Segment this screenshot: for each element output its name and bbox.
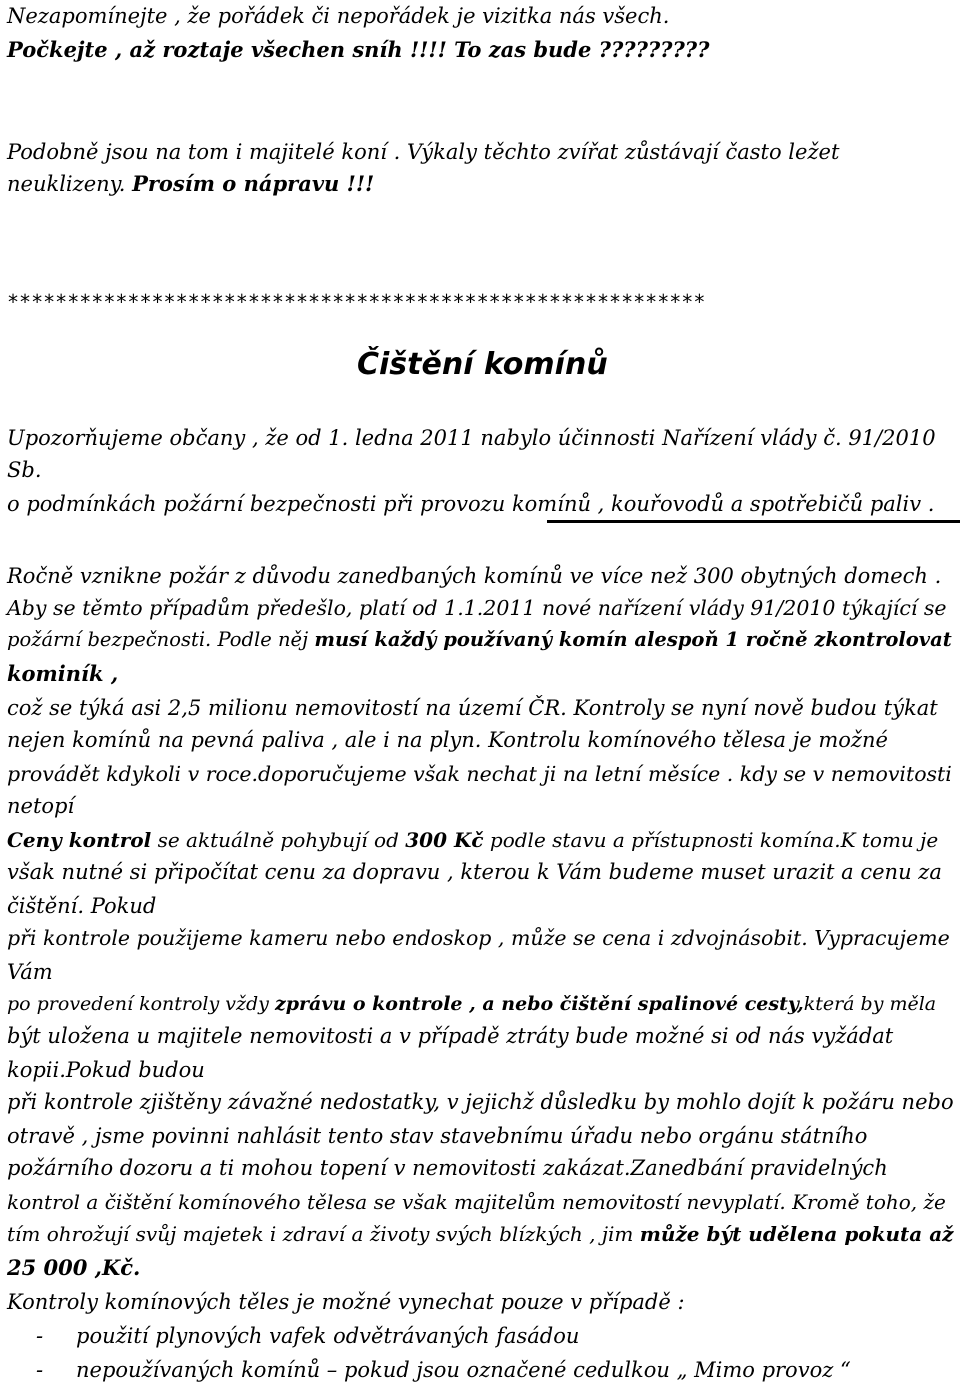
body-line-9 bbox=[7, 826, 938, 854]
body-line-9-text: se aktuálně pohybují od bbox=[151, 828, 406, 852]
exception-item bbox=[36, 1356, 851, 1384]
fine-text: může být udělena pokuta až bbox=[639, 1222, 954, 1246]
body-line-12: při kontrole použijeme kameru nebo endoskop , může se cena i zdvojnásobit. Vypracujeme bbox=[7, 926, 950, 950]
intro-line-1: Nezapomínejte , že pořádek či nepořádek je vizitka nás všech. bbox=[7, 4, 670, 28]
intro-line-2: Počkejte , až roztaje všechen sníh !!!! To zas bude ????????? bbox=[7, 37, 710, 62]
notice-line-1: Upozorňujeme občany , že od 1. ledna 2011 nabylo účinnosti Nařízení vlády č. 91/2010 bbox=[7, 426, 936, 450]
horses-line-2-text: neuklizeny. bbox=[7, 172, 133, 196]
divider-line bbox=[547, 520, 960, 523]
body-line-4: kominík , bbox=[7, 661, 119, 686]
body-line-21-text: tím ohrožují svůj majetek i zdraví a životy svých blízkých , jim bbox=[7, 1222, 640, 1246]
body-line-17: při kontrole zjištěny závažné nedostatky, v jejichž důsledku by mohlo dojít k požáru nebo bbox=[7, 1090, 954, 1114]
prices-label: Ceny kontrol bbox=[7, 828, 152, 852]
horses-line-1: Podobně jsou na tom i majitelé koní . Výkaly těchto zvířat zůstávají často ležet bbox=[7, 140, 840, 164]
body-line-3-text: požární bezpečnosti. Podle něj bbox=[7, 628, 315, 651]
exception-marker: - bbox=[36, 1324, 44, 1348]
fine-amount: 25 000 ,Kč. bbox=[7, 1255, 141, 1280]
body-line-7: provádět kdykoli v roce.doporučujeme však nechat ji na letní měsíce . kdy se v nemovitosti bbox=[7, 762, 952, 786]
body-line-3 bbox=[7, 626, 952, 654]
body-line-18: otravě , jsme povinni nahlásit tento stav stavebnímu úřadu nebo orgánu státního bbox=[7, 1124, 868, 1148]
body-line-16: kopii.Pokud budou bbox=[7, 1058, 205, 1082]
report-text: zprávu o kontrole , a nebo čištění spalinové cesty, bbox=[274, 993, 804, 1015]
body-line-20: kontrol a čištění komínového tělesa se však majitelům nemovitostí nevyplatí. Kromě toho, že bbox=[7, 1190, 946, 1214]
body-line-9-rest: podle stavu a přístupnosti komína.K tomu je bbox=[483, 828, 939, 852]
body-line-5: což se týká asi 2,5 milionu nemovitostí na území ČR. Kontroly se nyní nově budou týkat bbox=[7, 696, 938, 720]
notice-line-2: Sb. bbox=[7, 458, 42, 482]
price-value: 300 Kč bbox=[405, 828, 484, 852]
body-line-19: požárního dozoru a ti mohou topení v nemovitosti zakázat.Zanedbání pravidelných bbox=[7, 1156, 888, 1180]
body-line-11: čištění. Pokud bbox=[7, 894, 157, 918]
body-line-10: však nutné si připočítat cenu za dopravu , kterou k Vám budeme muset urazit a cenu za bbox=[7, 860, 942, 884]
body-line-2: Aby se těmto případům předešlo, platí od 1.1.2011 nové nařízení vlády 91/2010 týkající se bbox=[7, 596, 947, 620]
exception-item bbox=[36, 1322, 579, 1350]
exception-text: použití plynových vafek odvětrávaných fasádou bbox=[76, 1324, 580, 1348]
body-line-1: Ročně vznikne požár z důvodu zanedbaných komínů ve více než 300 obytných domech . bbox=[7, 564, 942, 588]
body-line-23: Kontroly komínových těles je možné vynechat pouze v případě : bbox=[7, 1290, 685, 1314]
exception-marker: - bbox=[36, 1358, 44, 1382]
mandatory-check-text: musí každý používaný komín alespoň 1 ročně zkontrolovat bbox=[314, 628, 952, 651]
body-line-14-text: po provedení kontroly vždy bbox=[7, 993, 275, 1015]
section-heading: Čištění komínů bbox=[357, 347, 608, 382]
body-line-8: netopí bbox=[7, 794, 75, 818]
body-line-14 bbox=[7, 990, 936, 1018]
separator-stars: ********************************************************** bbox=[7, 290, 706, 314]
exception-text: nepoužívaných komínů – pokud jsou označené cedulkou „ Mimo provoz “ bbox=[76, 1358, 851, 1382]
horses-line-2 bbox=[7, 170, 374, 198]
body-line-21 bbox=[7, 1220, 954, 1248]
notice-line-3: o podmínkách požární bezpečnosti při provozu komínů , kouřovodů a spotřebičů paliv . bbox=[7, 492, 935, 516]
body-line-15: být uložena u majitele nemovitosti a v případě ztráty bude možné si od nás vyžádat bbox=[7, 1024, 894, 1048]
body-line-13: Vám bbox=[7, 960, 53, 984]
body-line-6: nejen komínů na pevná paliva , ale i na plyn. Kontrolu komínového tělesa je možné bbox=[7, 728, 888, 752]
horses-appeal: Prosím o nápravu !!! bbox=[132, 171, 375, 196]
body-line-14-rest: která by měla bbox=[803, 993, 937, 1015]
